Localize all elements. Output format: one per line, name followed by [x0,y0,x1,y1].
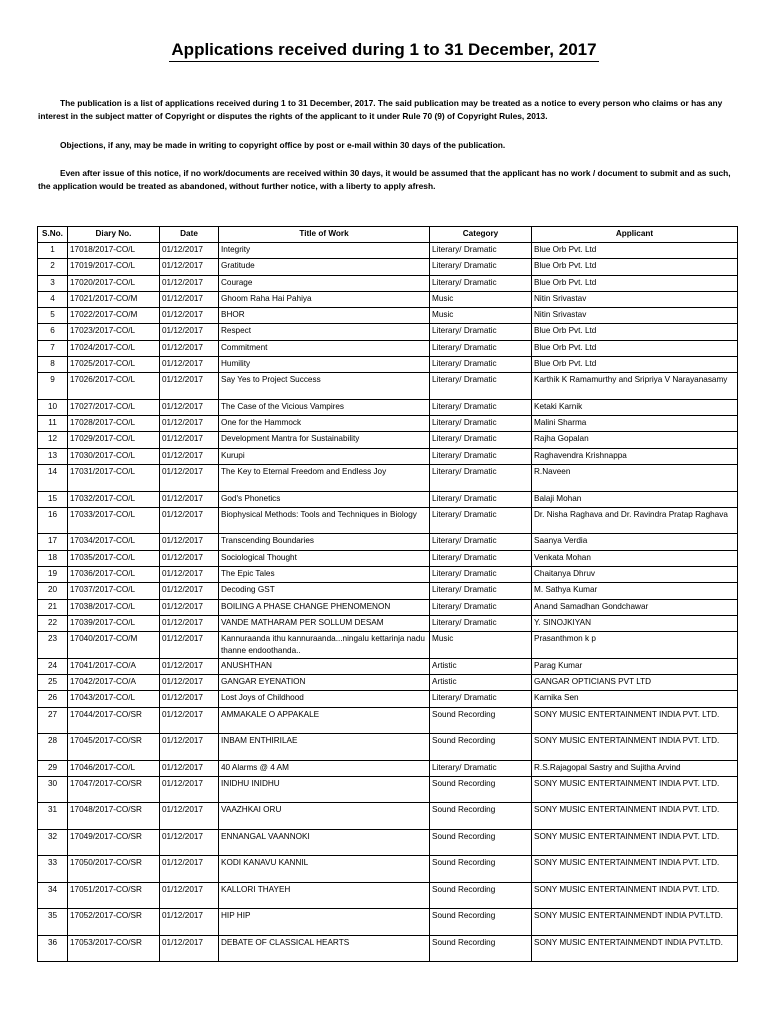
cell-applicant: M. Sathya Kumar [532,583,738,599]
cell-applicant: SONY MUSIC ENTERTAINMENDT INDIA PVT.LTD. [532,909,738,936]
cell-sno: 9 [38,373,68,400]
table-row [38,776,738,803]
cell-diary-no: 17036/2017-CO/L [68,566,160,582]
cell-sno: 4 [38,291,68,307]
cell-applicant: SONY MUSIC ENTERTAINMENT INDIA PVT. LTD. [532,803,738,830]
cell-diary-no: 17037/2017-CO/L [68,583,160,599]
cell-diary-no: 17044/2017-CO/SR [68,707,160,734]
cell-title: DEBATE OF CLASSICAL HEARTS [219,935,430,962]
cell-category: Sound Recording [430,909,532,936]
cell-date: 01/12/2017 [160,259,219,275]
table-row [38,707,738,734]
cell-date: 01/12/2017 [160,803,219,830]
cell-diary-no: 17025/2017-CO/L [68,357,160,373]
cell-date: 01/12/2017 [160,448,219,464]
cell-applicant: R.S.Rajagopal Sastry and Sujitha Arvind [532,760,738,776]
cell-applicant: SONY MUSIC ENTERTAINMENT INDIA PVT. LTD. [532,734,738,761]
cell-title: Gratitude [219,259,430,275]
cell-title: Biophysical Methods: Tools and Techniques in Biology [219,507,430,534]
cell-date: 01/12/2017 [160,856,219,883]
cell-category: Literary/ Dramatic [430,615,532,631]
cell-applicant: Dr. Nisha Raghava and Dr. Ravindra Pratap Raghava [532,507,738,534]
cell-diary-no: 17031/2017-CO/L [68,465,160,492]
cell-applicant: Saanya Verdia [532,534,738,550]
cell-sno: 11 [38,416,68,432]
page-title: Applications received during 1 to 31 December, 2017 [169,40,598,62]
cell-category: Literary/ Dramatic [430,448,532,464]
cell-applicant: Nitin Srivastav [532,308,738,324]
cell-diary-no: 17035/2017-CO/L [68,550,160,566]
cell-sno: 18 [38,550,68,566]
table-row [38,291,738,307]
cell-applicant: Karnika Sen [532,691,738,707]
cell-category: Literary/ Dramatic [430,243,532,259]
cell-sno: 28 [38,734,68,761]
cell-title: Decoding GST [219,583,430,599]
cell-sno: 33 [38,856,68,883]
cell-sno: 16 [38,507,68,534]
cell-diary-no: 17029/2017-CO/L [68,432,160,448]
cell-title: Development Mantra for Sustainability [219,432,430,448]
cell-category: Literary/ Dramatic [430,691,532,707]
table-row [38,550,738,566]
table-row [38,399,738,415]
header-date: Date [160,227,219,243]
cell-applicant: Blue Orb Pvt. Ltd [532,275,738,291]
cell-diary-no: 17023/2017-CO/L [68,324,160,340]
cell-date: 01/12/2017 [160,291,219,307]
cell-applicant: Venkata Mohan [532,550,738,566]
cell-category: Sound Recording [430,935,532,962]
cell-applicant: SONY MUSIC ENTERTAINMENDT INDIA PVT.LTD. [532,935,738,962]
cell-sno: 31 [38,803,68,830]
cell-category: Artistic [430,674,532,690]
cell-applicant: Y. SINOJKIYAN [532,615,738,631]
page-title-wrap [0,40,768,62]
cell-date: 01/12/2017 [160,399,219,415]
cell-diary-no: 17028/2017-CO/L [68,416,160,432]
cell-date: 01/12/2017 [160,882,219,909]
cell-title: Lost Joys of Childhood [219,691,430,707]
cell-diary-no: 17022/2017-CO/M [68,308,160,324]
cell-sno: 27 [38,707,68,734]
cell-applicant: Prasanthmon k p [532,632,738,659]
cell-diary-no: 17027/2017-CO/L [68,399,160,415]
table-row [38,357,738,373]
cell-category: Literary/ Dramatic [430,583,532,599]
cell-date: 01/12/2017 [160,583,219,599]
cell-applicant: Blue Orb Pvt. Ltd [532,357,738,373]
table-row [38,760,738,776]
cell-applicant: Balaji Mohan [532,491,738,507]
cell-applicant: Nitin Srivastav [532,291,738,307]
cell-title: One for the Hammock [219,416,430,432]
cell-title: The Epic Tales [219,566,430,582]
cell-date: 01/12/2017 [160,658,219,674]
table-row [38,674,738,690]
cell-diary-no: 17040/2017-CO/M [68,632,160,659]
table-row [38,507,738,534]
cell-date: 01/12/2017 [160,776,219,803]
cell-sno: 25 [38,674,68,690]
table-row [38,340,738,356]
cell-sno: 1 [38,243,68,259]
cell-applicant: Chaitanya Dhruv [532,566,738,582]
cell-title: VANDE MATHARAM PER SOLLUM DESAM [219,615,430,631]
cell-title: AMMAKALE O APPAKALE [219,707,430,734]
cell-title: Ghoom Raha Hai Pahiya [219,291,430,307]
cell-diary-no: 17045/2017-CO/SR [68,734,160,761]
cell-diary-no: 17041/2017-CO/A [68,658,160,674]
applications-table [37,226,738,962]
cell-sno: 26 [38,691,68,707]
cell-applicant: Anand Samadhan Gondchawar [532,599,738,615]
cell-category: Music [430,632,532,659]
cell-diary-no: 17030/2017-CO/L [68,448,160,464]
cell-sno: 23 [38,632,68,659]
cell-title: The Key to Eternal Freedom and Endless Joy [219,465,430,492]
cell-title: INBAM ENTHIRILAE [219,734,430,761]
cell-title: The Case of the Vicious Vampires [219,399,430,415]
cell-category: Literary/ Dramatic [430,416,532,432]
cell-title: ENNANGAL VAANNOKI [219,829,430,856]
cell-sno: 5 [38,308,68,324]
table-row [38,465,738,492]
cell-sno: 8 [38,357,68,373]
cell-date: 01/12/2017 [160,632,219,659]
cell-category: Sound Recording [430,734,532,761]
cell-category: Literary/ Dramatic [430,491,532,507]
cell-sno: 24 [38,658,68,674]
cell-diary-no: 17047/2017-CO/SR [68,776,160,803]
cell-date: 01/12/2017 [160,534,219,550]
cell-date: 01/12/2017 [160,829,219,856]
table-row [38,632,738,659]
cell-title: KALLORI THAYEH [219,882,430,909]
cell-applicant: GANGAR OPTICIANS PVT LTD [532,674,738,690]
cell-applicant: Ketaki Karnik [532,399,738,415]
cell-sno: 29 [38,760,68,776]
cell-title: Humility [219,357,430,373]
table-row [38,448,738,464]
cell-applicant: Rajha Gopalan [532,432,738,448]
cell-category: Literary/ Dramatic [430,599,532,615]
cell-category: Literary/ Dramatic [430,357,532,373]
cell-sno: 6 [38,324,68,340]
table-row [38,566,738,582]
cell-category: Literary/ Dramatic [430,566,532,582]
cell-date: 01/12/2017 [160,674,219,690]
notice-paragraph-1: The publication is a list of applications received during 1 to 31 December, 2017. The said publication may be treated as a notice to every person who claims or has any interest in the subject matter of Copyright or disputes the rights of the applicant to it under Rule 70 (9) of Copyright Rules, 2013. [38,98,723,121]
cell-date: 01/12/2017 [160,243,219,259]
table-row [38,658,738,674]
table-row [38,416,738,432]
cell-sno: 12 [38,432,68,448]
cell-title: God's Phonetics [219,491,430,507]
cell-diary-no: 17052/2017-CO/SR [68,909,160,936]
cell-category: Literary/ Dramatic [430,373,532,400]
header-sno: S.No. [38,227,68,243]
cell-diary-no: 17026/2017-CO/L [68,373,160,400]
table-row [38,432,738,448]
cell-date: 01/12/2017 [160,465,219,492]
cell-diary-no: 17018/2017-CO/L [68,243,160,259]
cell-date: 01/12/2017 [160,491,219,507]
cell-applicant: Blue Orb Pvt. Ltd [532,340,738,356]
cell-category: Literary/ Dramatic [430,534,532,550]
cell-diary-no: 17020/2017-CO/L [68,275,160,291]
cell-date: 01/12/2017 [160,357,219,373]
cell-date: 01/12/2017 [160,324,219,340]
cell-sno: 3 [38,275,68,291]
cell-applicant: SONY MUSIC ENTERTAINMENT INDIA PVT. LTD. [532,856,738,883]
cell-diary-no: 17053/2017-CO/SR [68,935,160,962]
cell-title: KODI KANAVU KANNIL [219,856,430,883]
cell-diary-no: 17049/2017-CO/SR [68,829,160,856]
table-row [38,734,738,761]
cell-category: Literary/ Dramatic [430,432,532,448]
table-row [38,829,738,856]
cell-category: Sound Recording [430,803,532,830]
table-row [38,373,738,400]
cell-date: 01/12/2017 [160,935,219,962]
cell-sno: 15 [38,491,68,507]
table-row [38,615,738,631]
table-row [38,275,738,291]
header-diary-no: Diary No. [68,227,160,243]
cell-sno: 22 [38,615,68,631]
table-row [38,308,738,324]
cell-applicant: Blue Orb Pvt. Ltd [532,243,738,259]
table-row [38,882,738,909]
cell-diary-no: 17019/2017-CO/L [68,259,160,275]
table-row [38,259,738,275]
cell-category: Music [430,291,532,307]
cell-sno: 21 [38,599,68,615]
cell-diary-no: 17034/2017-CO/L [68,534,160,550]
table-row [38,491,738,507]
cell-diary-no: 17051/2017-CO/SR [68,882,160,909]
cell-sno: 17 [38,534,68,550]
cell-title: Say Yes to Project Success [219,373,430,400]
cell-title: INIDHU INIDHU [219,776,430,803]
cell-title: Kannuraanda ithu kannuraanda...ningalu kettarinja nadu thanne endoothanda.. [219,632,430,659]
cell-date: 01/12/2017 [160,373,219,400]
cell-applicant: Blue Orb Pvt. Ltd [532,324,738,340]
cell-diary-no: 17032/2017-CO/L [68,491,160,507]
cell-title: HIP HIP [219,909,430,936]
cell-applicant: SONY MUSIC ENTERTAINMENT INDIA PVT. LTD. [532,776,738,803]
cell-sno: 14 [38,465,68,492]
header-applicant: Applicant [532,227,738,243]
table-row [38,691,738,707]
cell-date: 01/12/2017 [160,760,219,776]
cell-date: 01/12/2017 [160,432,219,448]
cell-applicant: SONY MUSIC ENTERTAINMENT INDIA PVT. LTD. [532,707,738,734]
cell-sno: 19 [38,566,68,582]
cell-date: 01/12/2017 [160,550,219,566]
cell-applicant: R.Naveen [532,465,738,492]
table-row [38,243,738,259]
cell-category: Literary/ Dramatic [430,465,532,492]
cell-sno: 32 [38,829,68,856]
cell-title: ANUSHTHAN [219,658,430,674]
table-row [38,599,738,615]
cell-applicant: Blue Orb Pvt. Ltd [532,259,738,275]
table-body [38,243,738,962]
cell-title: Sociological Thought [219,550,430,566]
cell-sno: 10 [38,399,68,415]
table-row [38,935,738,962]
cell-title: VAAZHKAI ORU [219,803,430,830]
notice-paragraph-3: Even after issue of this notice, if no work/documents are received within 30 days, it would be assumed that the applicant has no work / document to submit and as such, the application would be treated as abandoned, without further notice, with a liberty to apply afresh. [38,168,731,191]
table-row [38,803,738,830]
cell-applicant: Malini Sharma [532,416,738,432]
cell-sno: 30 [38,776,68,803]
cell-category: Sound Recording [430,707,532,734]
table-row [38,909,738,936]
table-header-row [38,227,738,243]
cell-category: Music [430,308,532,324]
table-row [38,324,738,340]
cell-category: Artistic [430,658,532,674]
cell-date: 01/12/2017 [160,275,219,291]
cell-date: 01/12/2017 [160,734,219,761]
cell-applicant: SONY MUSIC ENTERTAINMENT INDIA PVT. LTD. [532,829,738,856]
cell-sno: 2 [38,259,68,275]
cell-title: 40 Alarms @ 4 AM [219,760,430,776]
cell-applicant: Karthik K Ramamurthy and Sripriya V Narayanasamy [532,373,738,400]
cell-title: Commitment [219,340,430,356]
header-category: Category [430,227,532,243]
cell-category: Literary/ Dramatic [430,340,532,356]
cell-category: Literary/ Dramatic [430,275,532,291]
cell-date: 01/12/2017 [160,566,219,582]
cell-title: GANGAR EYENATION [219,674,430,690]
cell-sno: 13 [38,448,68,464]
cell-title: Kurupi [219,448,430,464]
cell-title: Transcending Boundaries [219,534,430,550]
cell-sno: 35 [38,909,68,936]
cell-category: Literary/ Dramatic [430,324,532,340]
cell-date: 01/12/2017 [160,909,219,936]
cell-date: 01/12/2017 [160,340,219,356]
cell-date: 01/12/2017 [160,615,219,631]
cell-sno: 20 [38,583,68,599]
cell-applicant: SONY MUSIC ENTERTAINMENT INDIA PVT. LTD. [532,882,738,909]
cell-date: 01/12/2017 [160,507,219,534]
cell-category: Sound Recording [430,882,532,909]
cell-date: 01/12/2017 [160,599,219,615]
cell-sno: 7 [38,340,68,356]
table-row [38,534,738,550]
cell-diary-no: 17050/2017-CO/SR [68,856,160,883]
table-row [38,856,738,883]
cell-category: Literary/ Dramatic [430,550,532,566]
cell-diary-no: 17021/2017-CO/M [68,291,160,307]
cell-date: 01/12/2017 [160,691,219,707]
cell-diary-no: 17043/2017-CO/L [68,691,160,707]
cell-diary-no: 17024/2017-CO/L [68,340,160,356]
cell-diary-no: 17038/2017-CO/L [68,599,160,615]
cell-category: Sound Recording [430,776,532,803]
cell-applicant: Parag Kumar [532,658,738,674]
cell-title: Respect [219,324,430,340]
cell-date: 01/12/2017 [160,308,219,324]
cell-title: BHOR [219,308,430,324]
cell-date: 01/12/2017 [160,416,219,432]
cell-sno: 36 [38,935,68,962]
cell-title: Integrity [219,243,430,259]
cell-date: 01/12/2017 [160,707,219,734]
cell-diary-no: 17039/2017-CO/L [68,615,160,631]
cell-category: Literary/ Dramatic [430,507,532,534]
cell-category: Sound Recording [430,829,532,856]
cell-title: Courage [219,275,430,291]
cell-category: Literary/ Dramatic [430,399,532,415]
cell-diary-no: 17048/2017-CO/SR [68,803,160,830]
notice-paragraph-2: Objections, if any, may be made in writing to copyright office by post or e-mail within 30 days of the publication. [60,140,506,150]
cell-applicant: Raghavendra Krishnappa [532,448,738,464]
cell-diary-no: 17033/2017-CO/L [68,507,160,534]
cell-diary-no: 17042/2017-CO/A [68,674,160,690]
cell-diary-no: 17046/2017-CO/L [68,760,160,776]
table-row [38,583,738,599]
cell-category: Literary/ Dramatic [430,259,532,275]
cell-sno: 34 [38,882,68,909]
cell-category: Sound Recording [430,856,532,883]
cell-category: Literary/ Dramatic [430,760,532,776]
header-title-of-work: Title of Work [219,227,430,243]
cell-title: BOILING A PHASE CHANGE PHENOMENON [219,599,430,615]
